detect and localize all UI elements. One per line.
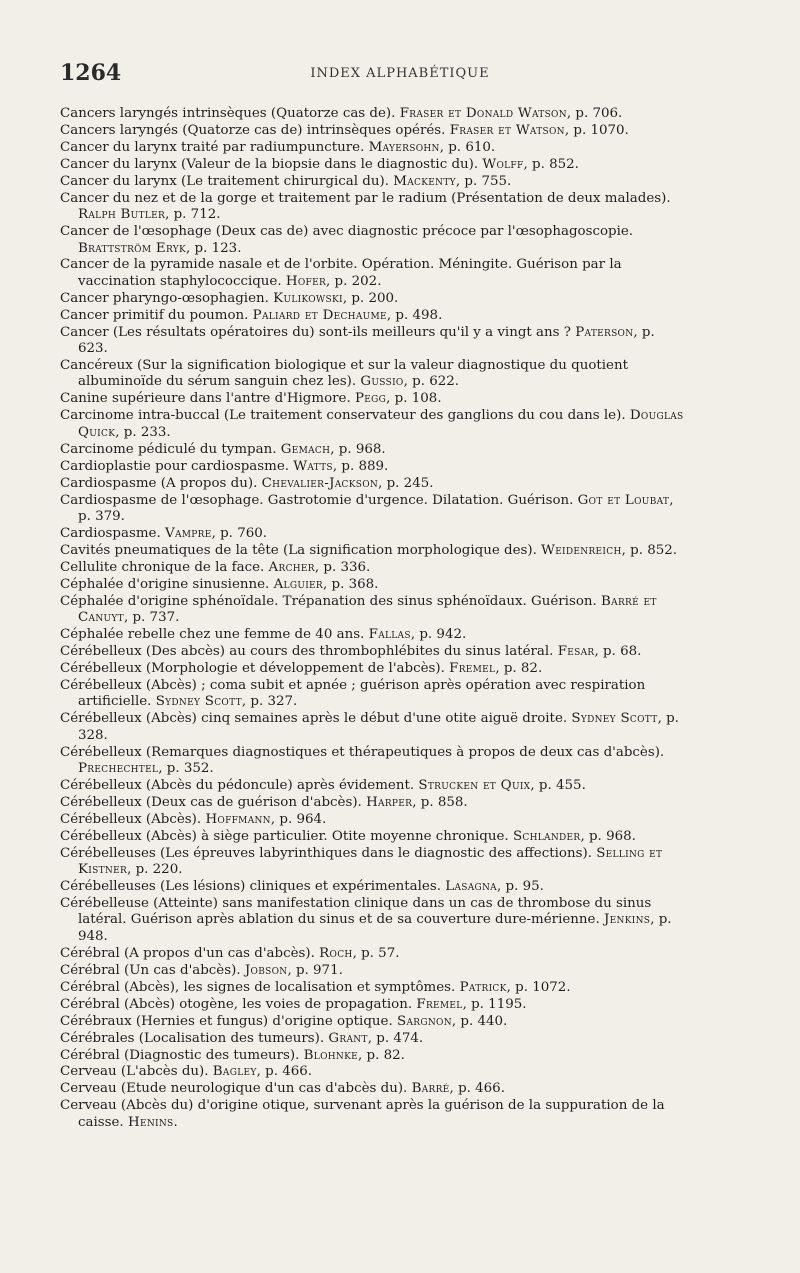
- running-title: INDEX ALPHABÉTIQUE: [310, 66, 490, 81]
- entry-subject: Cérébelleux (Des abcès) au cours des thrombophlébites du sinus latéral.: [60, 644, 554, 659]
- index-entry: Cancéreux (Sur la signification biologique et sur la valeur diagnostique du quotient albuminoïde du sérum sanguin chez les). Gussio, p. 622.: [60, 358, 628, 390]
- index-entry: Céphalée d'origine sphénoïdale. Trépanation des sinus sphénoïdaux. Guérison. Barré et Canuyt, p. 737.: [60, 593, 657, 626]
- entry-page-ref: p. 202.: [334, 273, 382, 289]
- index-entry: Cancer du larynx traité par radiumpuncture. Mayersohn, p. 610.: [60, 139, 496, 155]
- entry-author: Gemach: [280, 441, 331, 457]
- entry-page-ref: p. 1195.: [471, 996, 527, 1012]
- index-entry: Cérébelleuses (Les épreuves labyrinthiques dans le diagnostic des affections). Selling et Kistner, p. 220.: [60, 845, 663, 878]
- index-entry: Cérébelleux (Remarques diagnostiques et thérapeutiques à propos de deux cas d'abcès). Prechechtel, p. 352.: [60, 744, 665, 776]
- entry-subject: Cerveau (Abcès du) d'origine otique, survenant après la guérison de la suppuration de la caisse.: [60, 1098, 665, 1130]
- index-entry: Cancer du nez et de la gorge et traitement par le radium (Présentation de deux malades). Ralph Butler, p. 712.: [60, 190, 671, 223]
- index-entry: Cerveau (Abcès du) d'origine otique, survenant après la guérison de la suppuration de la caisse. Henins.: [60, 1098, 665, 1130]
- entry-page-ref: p. 379.: [78, 508, 125, 524]
- index-entry: Cancer du larynx (Valeur de la biopsie dans le diagnostic du). Wolff, p. 852.: [60, 156, 579, 172]
- entry-subject: Cérébraux (Hernies et fungus) d'origine optique.: [60, 1013, 393, 1029]
- entry-author: Selling et Kistner: [78, 845, 663, 878]
- index-entry: Cérébrales (Localisation des tumeurs). Grant, p. 474.: [60, 1030, 424, 1046]
- entry-page-ref: p. 328.: [78, 711, 679, 743]
- index-entry: Cérébelleux (Abcès). Hoffmann, p. 964.: [60, 811, 327, 827]
- entry-page-ref: p. 336.: [323, 559, 371, 575]
- entry-page-ref: p. 200.: [351, 290, 399, 306]
- entry-author: Roch: [319, 945, 353, 961]
- entry-subject: Cérébelleuse (Atteinte) sans manifestation clinique dans un cas de thrombose du sinus latéral. Guérison après ablation du sinus et de sa couverture dure-mérienne.: [60, 896, 652, 928]
- entry-subject: Cérébelleux (Abcès) à siège particulier. Otite moyenne chronique.: [60, 828, 509, 844]
- entry-author: Mackenty: [393, 173, 456, 189]
- entry-subject: Cérébelleux (Morphologie et développement de l'abcès).: [60, 660, 445, 676]
- entry-subject: Cancer du larynx traité par radiumpuncture.: [60, 139, 365, 155]
- entry-subject: Cérébelleux (Abcès du pédoncule) après évidement.: [60, 777, 415, 793]
- entry-author: Mayersohn: [368, 139, 440, 155]
- index-entry: Céphalée rebelle chez une femme de 40 ans. Fallas, p. 942.: [60, 627, 467, 643]
- entry-subject: Cérébral (Abcès) otogène, les voies de propagation.: [60, 996, 413, 1012]
- entry-page-ref: p. 706.: [575, 106, 623, 121]
- entry-page-ref: p. 123.: [194, 240, 242, 256]
- entry-subject: Cérébral (A propos d'un cas d'abcès).: [60, 945, 315, 961]
- index-entry: Cancers laryngés (Quatorze cas de) intrinsèques opérés. Fraser et Watson, p. 1070.: [60, 122, 629, 138]
- entry-author: Sargnon: [397, 1013, 452, 1029]
- entry-author: Gussio: [360, 374, 404, 390]
- entry-page-ref: p. 474.: [376, 1030, 424, 1046]
- entry-subject: Cérébral (Abcès), les signes de localisation et symptômes.: [60, 979, 456, 995]
- entry-subject: Canine supérieure dans l'antre d'Higmore.: [60, 391, 351, 407]
- entry-subject: Cellulite chronique de la face.: [60, 559, 265, 575]
- index-entry: Cellulite chronique de la face. Archer, p. 336.: [60, 559, 371, 575]
- entry-subject: Cancer (Les résultats opératoires du) sont-ils meilleurs qu'il y a vingt ans ?: [60, 324, 571, 340]
- entry-author: Fallas: [368, 627, 411, 643]
- index-entry: Cérébraux (Hernies et fungus) d'origine optique. Sargnon, p. 440.: [60, 1013, 508, 1029]
- index-entry: Cérébelleux (Abcès du pédoncule) après évidement. Strucken et Quix, p. 455.: [60, 777, 586, 793]
- entry-author: Sydney Scott: [571, 711, 658, 727]
- entry-subject: Cérébelleux (Deux cas de guérison d'abcès).: [60, 794, 362, 810]
- entry-author: Bagley: [212, 1064, 257, 1080]
- index-entry: Cancer de la pyramide nasale et de l'orbite. Opération. Méningite. Guérison par la vaccination staphylococcique. Hofer, p. 202.: [60, 257, 622, 289]
- entry-author: Paliard et Dechaume: [252, 307, 387, 323]
- entry-subject: Cancer primitif du poumon.: [60, 307, 249, 323]
- entry-author: Brattström Eryk: [78, 240, 187, 256]
- entry-author: Wolff: [482, 156, 524, 172]
- entry-page-ref: p. 1072.: [515, 979, 571, 995]
- entry-page-ref: p. 1070.: [573, 122, 629, 138]
- entry-subject: Cerveau (Etude neurologique d'un cas d'abcès du).: [60, 1081, 408, 1097]
- index-entry: Cérébelleux (Deux cas de guérison d'abcès). Harper, p. 858.: [60, 794, 468, 810]
- entry-author: Alguier: [273, 576, 324, 592]
- entry-page-ref: p. 760.: [220, 525, 268, 541]
- entry-page-ref: p. 245.: [386, 475, 434, 491]
- index-entry: Cérébral (Un cas d'abcès). Jobson, p. 971.: [60, 962, 343, 978]
- index-entry: Cerveau (Etude neurologique d'un cas d'abcès du). Barré, p. 466.: [60, 1081, 505, 1097]
- page-header: [60, 60, 740, 90]
- index-entry: Cérébelleux (Abcès) ; coma subit et apnée ; guérison après opération avec respiration artificielle. Sydney Scott, p. 327.: [60, 677, 646, 710]
- entry-subject: Cancer du nez et de la gorge et traitement par le radium (Présentation de deux malades).: [60, 190, 671, 206]
- entry-author: Watts: [293, 458, 333, 474]
- entry-subject: Cancéreux (Sur la signification biologique et sur la valeur diagnostique du quotient albuminoïde du sérum sanguin chez les).: [60, 358, 628, 390]
- entry-subject: Cancer de la pyramide nasale et de l'orbite. Opération. Méningite. Guérison par la vaccination staphylococcique.: [60, 257, 622, 289]
- index-entry: Cérébelleux (Morphologie et développement de l'abcès). Fremel, p. 82.: [60, 660, 543, 676]
- entry-page-ref: p. 852.: [630, 542, 678, 558]
- index-entry: Canine supérieure dans l'antre d'Higmore. Pegg, p. 108.: [60, 391, 442, 407]
- index-entry: Cérébelleux (Abcès) cinq semaines après le début d'une otite aiguë droite. Sydney Scott, p. 328.: [60, 711, 679, 743]
- entry-author: Jenkins: [603, 912, 651, 928]
- index-entry: Cardiospasme de l'œsophage. Gastrotomie d'urgence. Dilatation. Guérison. Got et Loubat, p. 379.: [60, 492, 674, 524]
- index-entry: Cérébelleuse (Atteinte) sans manifestation clinique dans un cas de thrombose du sinus latéral. Guérison après ablation du sinus et de sa couverture dure-mérienne. Jenkins, p. 948.: [60, 896, 672, 944]
- entry-author: Fraser et Watson: [449, 122, 565, 138]
- entry-subject: Cavités pneumatiques de la tête (La signification morphologique des).: [60, 542, 537, 558]
- entry-subject: Cérébelleux (Abcès) cinq semaines après le début d'une otite aiguë droite.: [60, 711, 568, 727]
- entry-page-ref: p. 466.: [265, 1064, 313, 1080]
- entry-page-ref: p. 108.: [394, 391, 442, 407]
- entry-page-ref: p. 968.: [338, 441, 386, 457]
- entry-author: Lasagna: [445, 879, 497, 895]
- entry-author: Blohnke: [303, 1047, 358, 1063]
- entry-page-ref: p. 610.: [448, 139, 496, 155]
- entry-subject: Cancer de l'œsophage (Deux cas de) avec diagnostic précoce par l'œsophagoscopie.: [60, 224, 634, 240]
- entry-page-ref: p. 964.: [279, 811, 327, 827]
- index-entry: Cardiospasme (A propos du). Chevalier-Jackson, p. 245.: [60, 475, 434, 491]
- entry-subject: Cardiospasme.: [60, 525, 161, 541]
- index-entry: Cardiospasme. Vampre, p. 760.: [60, 525, 268, 541]
- entry-page-ref: p. 858.: [420, 794, 468, 810]
- index-entries: [60, 106, 688, 1132]
- entry-author: Chevalier-Jackson: [261, 475, 379, 491]
- entry-author: Harper: [366, 794, 413, 810]
- index-entry: Cavités pneumatiques de la tête (La signification morphologique des). Weidenreich, p. 852.: [60, 542, 678, 558]
- entry-page-ref: p. 498.: [395, 307, 443, 323]
- entry-subject: Cérébelleux (Abcès) ; coma subit et apnée ; guérison après opération avec respiration artificielle.: [60, 677, 646, 710]
- index-entry: Cérébelleux (Abcès) à siège particulier. Otite moyenne chronique. Schlander, p. 968.: [60, 828, 636, 844]
- entry-subject: Cancer pharyngo-œsophagien.: [60, 290, 269, 306]
- entry-page-ref: p. 889.: [341, 458, 389, 474]
- index-entry: Cérébelleux (Des abcès) au cours des thrombophlébites du sinus latéral. Fesar, p. 68.: [60, 644, 642, 659]
- entry-subject: Cancer du larynx (Valeur de la biopsie dans le diagnostic du).: [60, 156, 479, 172]
- entry-author: Archer: [268, 559, 315, 575]
- entry-page-ref: p. 95.: [505, 879, 544, 895]
- page-number: 1264: [60, 60, 122, 86]
- entry-page-ref: p. 220.: [135, 862, 183, 878]
- entry-page-ref: p. 942.: [419, 627, 467, 643]
- entry-author: Ralph Butler: [78, 207, 166, 223]
- entry-subject: Cérébelleuses (Les épreuves labyrinthiques dans le diagnostic des affections).: [60, 845, 592, 861]
- entry-subject: Cérébrales (Localisation des tumeurs).: [60, 1030, 325, 1046]
- entry-author: Sydney Scott: [155, 694, 242, 710]
- entry-author: Strucken et Quix: [418, 777, 531, 793]
- entry-page-ref: p. 82.: [366, 1047, 405, 1063]
- entry-subject: Cancers laryngés intrinsèques (Quatorze cas de).: [60, 106, 396, 121]
- entry-page-ref: p. 68.: [603, 644, 642, 659]
- entry-author: Hoffmann: [205, 811, 271, 827]
- entry-subject: Céphalée d'origine sphénoïdale. Trépanation des sinus sphénoïdaux. Guérison.: [60, 593, 597, 609]
- entry-page-ref: p. 737.: [132, 610, 180, 626]
- entry-page-ref: p. 948.: [78, 912, 672, 944]
- entry-author: Barré: [411, 1081, 450, 1097]
- entry-author: Barré et Canuyt: [78, 593, 657, 626]
- entry-page-ref: p. 466.: [458, 1081, 505, 1097]
- entry-subject: Cardioplastie pour cardiospasme.: [60, 458, 289, 474]
- entry-page-ref: p. 455.: [538, 777, 586, 793]
- index-entry: Cancers laryngés intrinsèques (Quatorze cas de). Fraser et Donald Watson, p. 706.: [60, 106, 623, 121]
- entry-subject: Carcinome intra-buccal (Le traitement conservateur des ganglions du cou dans le).: [60, 408, 626, 424]
- index-entry: Cerveau (L'abcès du). Bagley, p. 466.: [60, 1064, 313, 1080]
- index-entry: Céphalée d'origine sinusienne. Alguier, p. 368.: [60, 576, 379, 592]
- entry-subject: Céphalée rebelle chez une femme de 40 ans.: [60, 627, 365, 643]
- entry-author: Vampre: [165, 525, 212, 541]
- entry-subject: Cérébral (Diagnostic des tumeurs).: [60, 1047, 300, 1063]
- index-entry: Cancer (Les résultats opératoires du) sont-ils meilleurs qu'il y a vingt ans ? Paterson, p. 623.: [60, 324, 655, 357]
- entry-page-ref: p. 968.: [588, 828, 636, 844]
- entry-page-ref: p. 623.: [78, 324, 655, 357]
- index-entry: Cérébral (A propos d'un cas d'abcès). Roch, p. 57.: [60, 945, 400, 961]
- entry-author: Got et Loubat: [577, 492, 670, 508]
- entry-subject: Cerveau (L'abcès du).: [60, 1064, 209, 1080]
- entry-page-ref: p. 82.: [503, 660, 543, 676]
- entry-subject: Cérébral (Un cas d'abcès).: [60, 962, 241, 978]
- entry-page-ref: p. 57.: [361, 945, 400, 961]
- index-entry: Cardioplastie pour cardiospasme. Watts, p. 889.: [60, 458, 389, 474]
- entry-author: Grant: [328, 1030, 368, 1046]
- entry-subject: Cérébelleuses (Les lésions) cliniques et expérimentales.: [60, 879, 441, 895]
- entry-author: Fremel: [416, 996, 463, 1012]
- entry-page-ref: p. 971.: [295, 962, 343, 978]
- entry-subject: Cérébelleux (Abcès).: [60, 811, 202, 827]
- entry-subject: Cancers laryngés (Quatorze cas de) intrinsèques opérés.: [60, 122, 446, 138]
- entry-author: Douglas Quick: [78, 408, 684, 440]
- entry-page-ref: p. 440.: [460, 1013, 508, 1029]
- entry-page-ref: p. 368.: [331, 576, 379, 592]
- index-entry: Carcinome pédiculé du tympan. Gemach, p. 968.: [60, 441, 386, 457]
- entry-page-ref: p. 327.: [250, 694, 298, 710]
- entry-page-ref: p. 622.: [412, 374, 460, 390]
- entry-author: Patrick: [459, 979, 507, 995]
- entry-page-ref: p. 233.: [123, 424, 171, 440]
- index-entry: Cérébral (Abcès) otogène, les voies de propagation. Fremel, p. 1195.: [60, 996, 527, 1012]
- entry-subject: Cardiospasme (A propos du).: [60, 475, 258, 491]
- index-entry: Cérébelleuses (Les lésions) cliniques et expérimentales. Lasagna, p. 95.: [60, 879, 544, 895]
- entry-subject: Cardiospasme de l'œsophage. Gastrotomie d'urgence. Dilatation. Guérison.: [60, 492, 574, 508]
- entry-author: Fraser et Donald Watson: [399, 106, 567, 121]
- entry-author: Kulikowski: [273, 290, 343, 306]
- entry-author: Prechechtel: [78, 760, 159, 776]
- entry-author: Henins: [127, 1114, 174, 1130]
- entry-subject: Céphalée d'origine sinusienne.: [60, 576, 270, 592]
- entry-author: Fremel: [449, 660, 496, 676]
- entry-author: Weidenreich: [541, 542, 622, 558]
- entry-subject: Cérébelleux (Remarques diagnostiques et thérapeutiques à propos de deux cas d'abcès).: [60, 744, 665, 760]
- entry-page-ref: p. 852.: [532, 156, 579, 172]
- index-entry: Cancer primitif du poumon. Paliard et Dechaume, p. 498.: [60, 307, 443, 323]
- entry-subject: Carcinome pédiculé du tympan.: [60, 441, 277, 457]
- entry-page-ref: p. 755.: [464, 173, 512, 189]
- entry-author: Paterson: [575, 324, 634, 340]
- entry-subject: Cancer du larynx (Le traitement chirurgical du).: [60, 173, 389, 189]
- index-entry: Cancer de l'œsophage (Deux cas de) avec diagnostic précoce par l'œsophagoscopie. Brattström Eryk, p. 123.: [60, 224, 634, 256]
- index-entry: Cancer pharyngo-œsophagien. Kulikowski, p. 200.: [60, 290, 399, 306]
- index-entry: Cancer du larynx (Le traitement chirurgical du). Mackenty, p. 755.: [60, 173, 512, 189]
- entry-page-ref: p. 712.: [173, 207, 221, 223]
- entry-author: Hofer: [285, 273, 327, 289]
- entry-author: Fesar: [557, 644, 595, 659]
- entry-author: Pegg: [354, 391, 387, 407]
- entry-author: Schlander: [512, 828, 581, 844]
- index-entry: Cérébral (Diagnostic des tumeurs). Blohnke, p. 82.: [60, 1047, 405, 1063]
- index-entry: Cérébral (Abcès), les signes de localisation et symptômes. Patrick, p. 1072.: [60, 979, 571, 995]
- entry-author: Jobson: [244, 962, 288, 978]
- index-entry: Carcinome intra-buccal (Le traitement conservateur des ganglions du cou dans le). Douglas Quick, p. 233.: [60, 408, 684, 440]
- entry-page-ref: p. 352.: [166, 760, 214, 776]
